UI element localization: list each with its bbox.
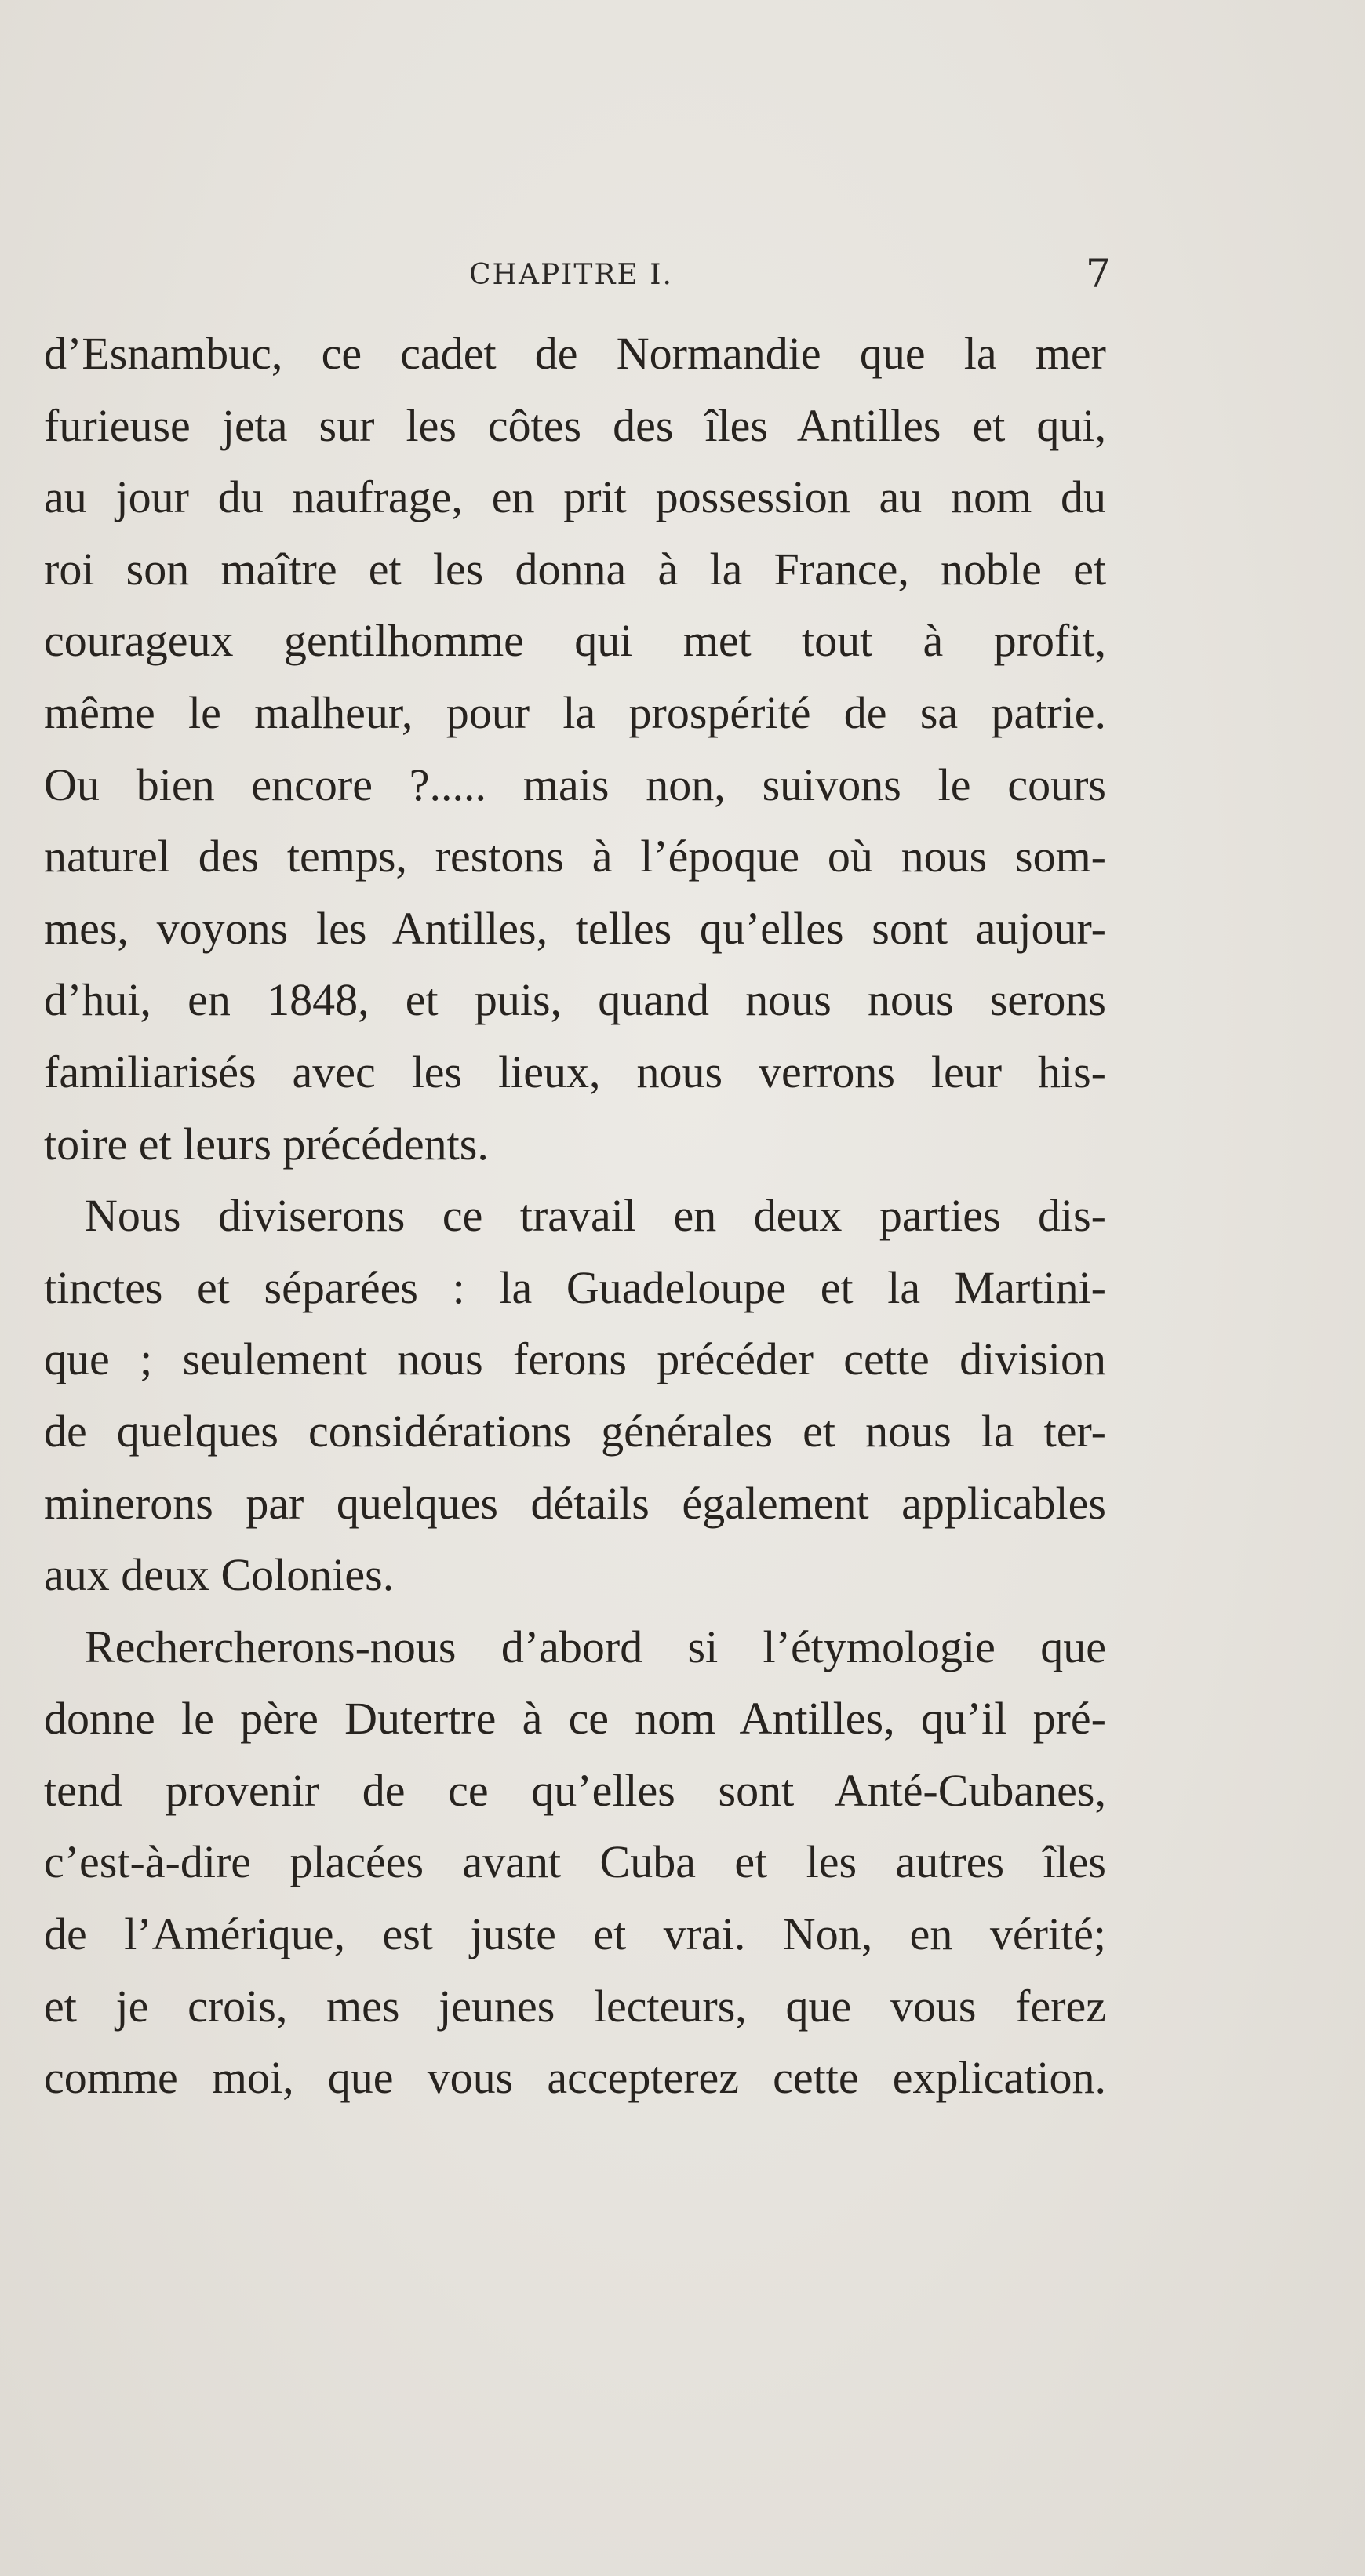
text-line: courageux gentilhomme qui met tout à profit, [44, 615, 1106, 667]
text-line: tinctes et séparées : la Guadeloupe et la Martini- [44, 1261, 1106, 1313]
text-line: mes, voyons les Antilles, telles qu’elles sont aujour- [44, 902, 1106, 954]
text-line: comme moi, que vous accepterez cette explication. [44, 2052, 1106, 2104]
text-line: minerons par quelques détails également applicables [44, 1477, 1106, 1529]
chapter-title: CHAPITRE I. [469, 259, 673, 291]
text-line: de l’Amérique, est juste et vrai. Non, en vérité; [44, 1908, 1106, 1960]
text-line: au jour du naufrage, en prit possession au nom du [44, 471, 1106, 523]
body-text [44, 318, 1106, 2114]
text-line: naturel des temps, restons à l’époque où nous som- [44, 831, 1106, 882]
text-line: que ; seulement nous ferons précéder cette division [44, 1333, 1106, 1385]
text-line: et je crois, mes jeunes lecteurs, que vous ferez [44, 1980, 1106, 2032]
text-line: furieuse jeta sur les côtes des îles Antilles et qui, [44, 399, 1106, 451]
text-line: Ou bien encore ?..... mais non, suivons le cours [44, 759, 1106, 810]
paragraph-start-line: Nous diviserons ce travail en deux parties dis- [85, 1190, 1106, 1242]
text-line: de quelques considérations générales et nous la ter- [44, 1405, 1106, 1457]
text-line: familiarisés avec les lieux, nous verrons leur his- [44, 1046, 1106, 1097]
text-line: d’Esnambuc, ce cadet de Normandie que la mer [44, 328, 1106, 379]
running-head [0, 251, 1365, 306]
text-line: tend provenir de ce qu’elles sont Anté-Cubanes, [44, 1764, 1106, 1816]
paragraph-start-line: Rechercherons-nous d’abord si l’étymologie que [85, 1621, 1106, 1672]
text-line: même le malheur, pour la prospérité de sa patrie. [44, 686, 1106, 738]
text-line: c’est-à-dire placées avant Cuba et les autres îles [44, 1836, 1106, 1888]
text-line: donne le père Dutertre à ce nom Antilles, qu’il pré- [44, 1693, 1106, 1745]
text-line: roi son maître et les donna à la France, noble et [44, 543, 1106, 595]
text-line: toire et leurs précédents. [44, 1118, 489, 1170]
text-line: d’hui, en 1848, et puis, quand nous nous serons [44, 974, 1106, 1026]
page-number: 7 [1086, 251, 1111, 297]
text-line: aux deux Colonies. [44, 1549, 395, 1601]
